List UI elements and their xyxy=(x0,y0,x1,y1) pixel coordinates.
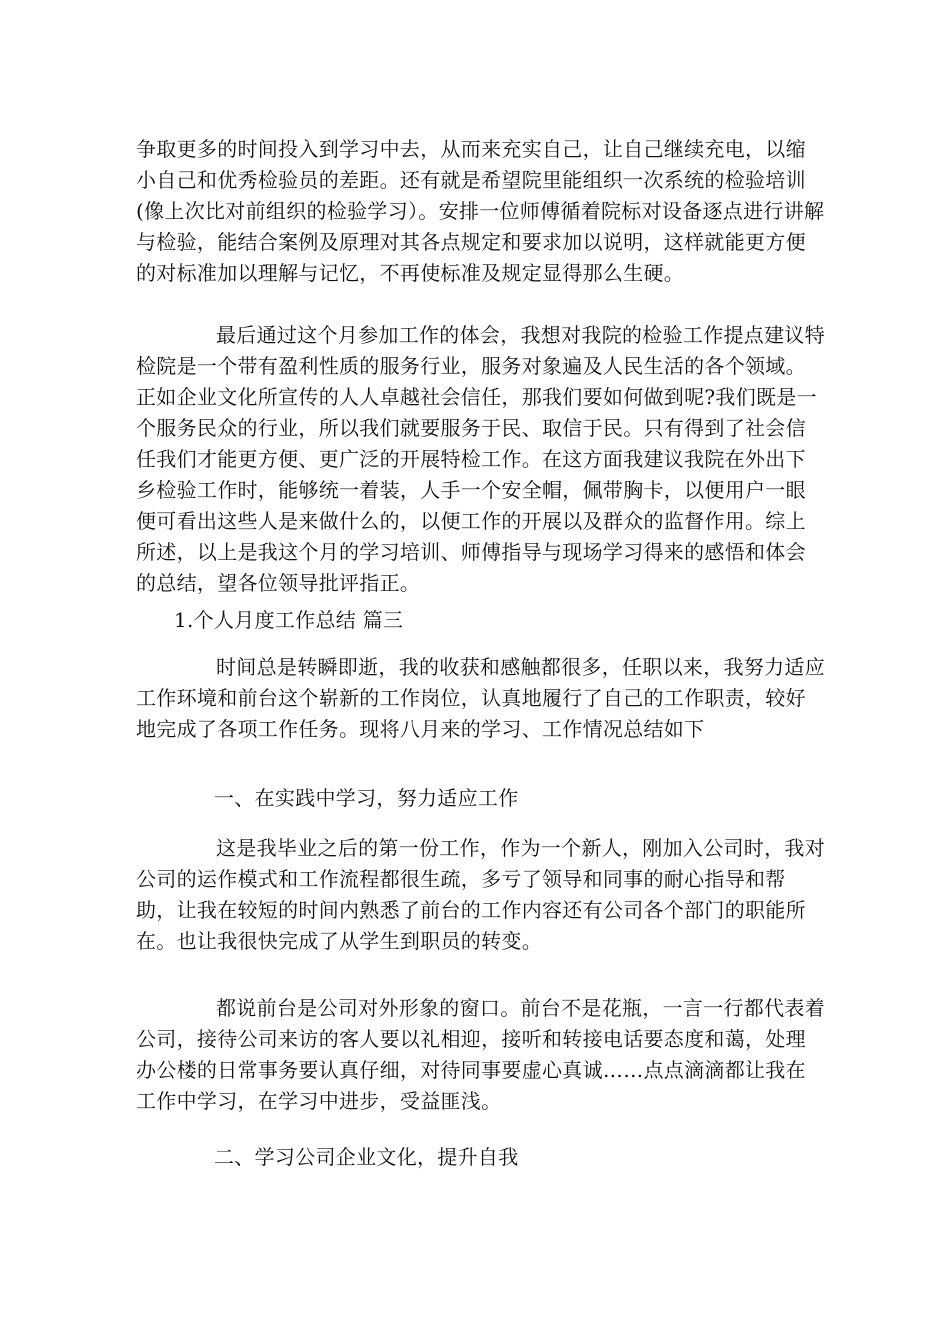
section-heading: 1.个人月度工作总结 篇三 xyxy=(174,608,404,632)
paragraph-first-job: 这是我毕业之后的第一份工作，作为一个新人，刚加入公司时，我对公司的运作模式和工作流程都很生疏，多亏了领导和同事的耐心指导和帮助，让我在较短的时间内熟悉了前台的工作内容还有公司各个部门的职能所在。也让我很快完成了从学生到职员的转变。 xyxy=(136,836,825,953)
subheading-one: 一、在实践中学习，努力适应工作 xyxy=(214,786,519,810)
paragraph-suggestion-summary: 最后通过这个月参加工作的体会，我想对我院的检验工作提点建议特检院是一个带有盈利性质的服务行业，服务对象遍及人民生活的各个领域。正如企业文化所宣传的人人卓越社会信任，那我们要如何做到呢?我们既是一个服务民众的行业，所以我们就要服务于民、取信于民。只有得到了社会信任我们才能更方便、更广泛的开展特检工作。在这方面我建议我院在外出下乡检验工作时，能够统一着装，人手一个安全帽，佩带胸卡，以便用户一眼便可看出这些人是来做什么的，以便工作的开展以及群众的监督作用。综上所述，以上是我这个月的学习培训、师傅指导与现场学习得来的感悟和体会的总结，望各位领导批评指正。 xyxy=(136,323,825,595)
paragraph-training-request: 争取更多的时间投入到学习中去，从而来充实自己，让自己继续充电，以缩小自己和优秀检验员的差距。还有就是希望院里能组织一次系统的检验培训(像上次比对前组织的检验学习）。安排一位师傅循着院标对设备逐点进行讲解与检验，能结合案例及原理对其各点规定和要求加以说明，这样就能更方便的对标准加以理解与记忆，不再使标准及规定显得那么生硬。 xyxy=(136,137,825,285)
subheading-two: 二、学习公司企业文化，提升自我 xyxy=(214,1145,519,1169)
paragraph-front-desk: 都说前台是公司对外形象的窗口。前台不是花瓶，一言一行都代表着公司，接待公司来访的客人要以礼相迎，接听和转接电话要态度和蔼，处理办公楼的日常事务要认真仔细，对待同事要虚心真诚……点点滴滴都让我在工作中学习，在学习中进步，受益匪浅。 xyxy=(136,996,825,1113)
paragraph-intro: 时间总是转瞬即逝，我的收获和感触都很多，任职以来，我努力适应工作环境和前台这个崭新的工作岗位，认真地履行了自己的工作职责，较好地完成了各项工作任务。现将八月来的学习、工作情况总结如下 xyxy=(136,655,825,741)
